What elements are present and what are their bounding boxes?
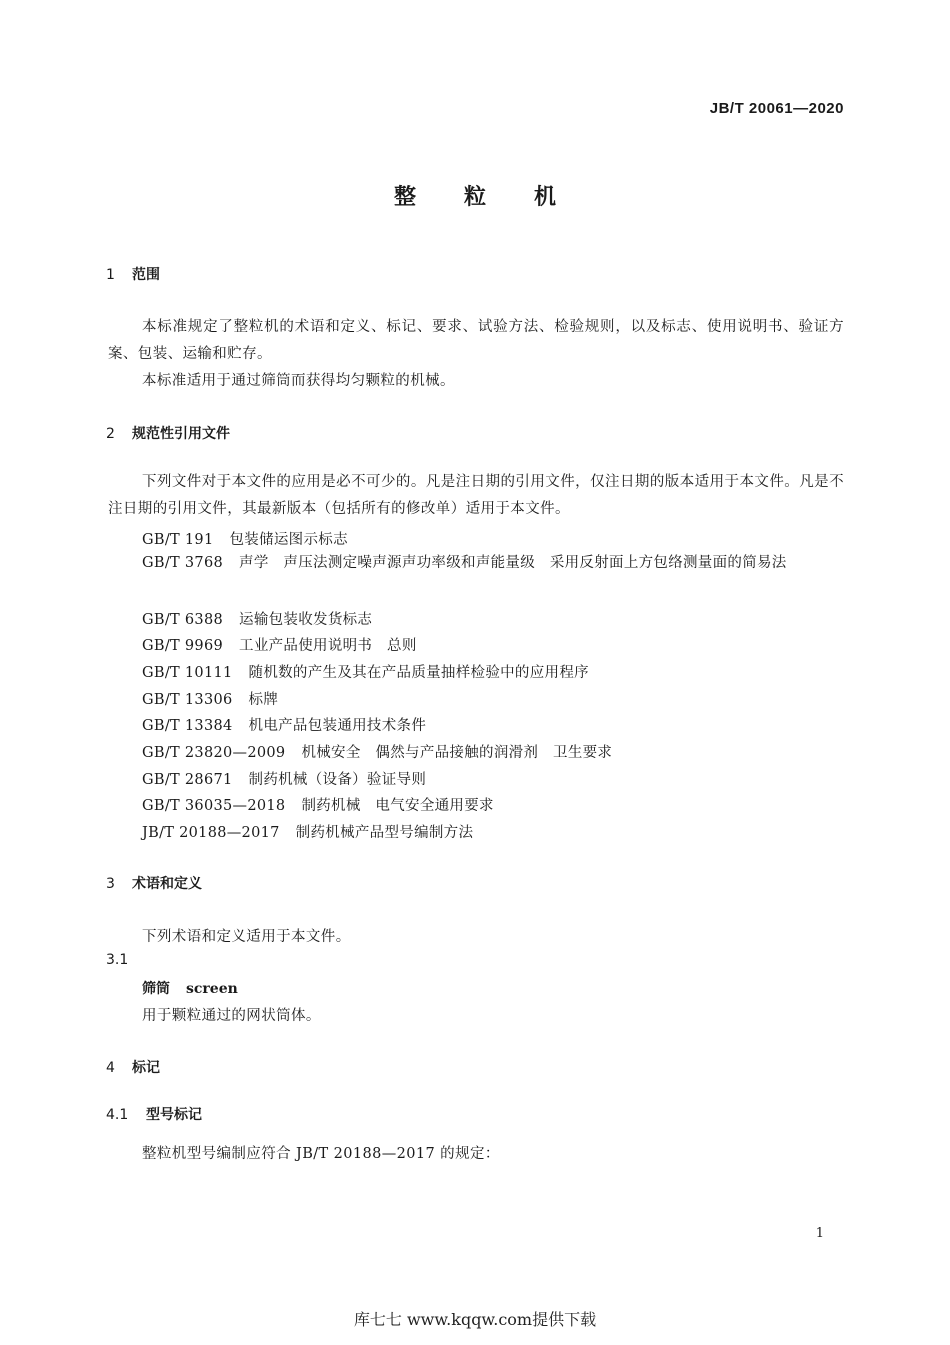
- footer-source: 库七七 www.kqqw.com提供下载: [353, 1310, 597, 1329]
- reference-item: [142, 661, 589, 682]
- reference-title: 工业产品使用说明书 总则: [239, 638, 417, 654]
- model-marking-text: 整粒机型号编制应符合 JB/T 20188—2017 的规定：: [142, 1146, 500, 1162]
- section-1-heading: [106, 264, 160, 284]
- reference-item: [142, 794, 494, 815]
- term-number: 3.1: [106, 952, 129, 968]
- reference-item: [142, 741, 612, 762]
- reference-code: GB/T 13384: [142, 718, 233, 734]
- reference-code: GB/T 13306: [142, 692, 233, 708]
- reference-title: 机电产品包装通用技术条件: [248, 718, 427, 734]
- reference-item: [142, 608, 372, 629]
- reference-item: [142, 634, 417, 655]
- reference-title: 机械安全 偶然与产品接触的润滑剂 卫生要求: [301, 745, 613, 761]
- reference-code: GB/T 191: [142, 532, 214, 548]
- reference-title: 制药机械（设备）验证导则: [248, 772, 427, 788]
- reference-title: 运输包装收发货标志: [239, 612, 373, 628]
- term-chinese: 筛筒: [142, 981, 170, 997]
- references-intro: 下列文件对于本文件的应用是必不可少的。凡是注日期的引用文件，仅注日期的版本适用于本文件。凡是不注日期的引用文件，其最新版本（包括所有的修改单）适用于本文件。: [108, 474, 844, 517]
- section-title: 标记: [132, 1060, 160, 1076]
- reference-code: GB/T 9969: [142, 638, 224, 654]
- reference-code: JB/T 20188—2017: [142, 825, 280, 841]
- section-number: 2: [106, 426, 115, 442]
- section-title: 范围: [132, 267, 160, 283]
- reference-item: [142, 528, 348, 549]
- section-title: 规范性引用文件: [132, 426, 230, 442]
- reference-code: GB/T 28671: [142, 772, 233, 788]
- subsection-title: 型号标记: [146, 1107, 202, 1123]
- reference-item: [142, 688, 278, 709]
- reference-item: [142, 821, 473, 842]
- reference-title: 包装储运图示标志: [229, 532, 348, 548]
- reference-code: GB/T 3768: [142, 555, 224, 571]
- scope-paragraph-2: 本标准适用于通过筛筒而获得均匀颗粒的机械。: [142, 373, 455, 389]
- reference-code: GB/T 10111: [142, 665, 233, 681]
- reference-item: [142, 714, 426, 735]
- reference-title: 标牌: [248, 692, 279, 708]
- page-title: 整粒机: [393, 185, 604, 210]
- reference-item: [108, 550, 844, 577]
- reference-code: GB/T 23820—2009: [142, 745, 286, 761]
- subsection-number: 4.1: [106, 1107, 129, 1123]
- reference-title: 声学 声压法测定噪声源声功率级和声能量级 采用反射面上方包络测量面的简易法: [239, 555, 787, 571]
- section-3-heading: [106, 873, 202, 893]
- reference-title: 制药机械产品型号编制方法: [295, 825, 474, 841]
- scope-paragraph-1: 本标准规定了整粒机的术语和定义、标记、要求、试验方法、检验规则，以及标志、使用说明书、验证方案、包装、运输和贮存。: [108, 319, 844, 362]
- section-number: 4: [106, 1060, 115, 1076]
- term-entry: [142, 978, 238, 998]
- reference-code: GB/T 6388: [142, 612, 224, 628]
- term-definition: 用于颗粒通过的网状筒体。: [142, 1008, 321, 1024]
- reference-title: 随机数的产生及其在产品质量抽样检验中的应用程序: [248, 665, 589, 681]
- reference-item: [142, 768, 426, 789]
- page-number: 1: [815, 1226, 824, 1241]
- terms-intro: 下列术语和定义适用于本文件。: [142, 929, 351, 945]
- subsection-4-1-heading: [106, 1104, 202, 1124]
- section-4-heading: [106, 1057, 160, 1077]
- section-number: 1: [106, 267, 115, 283]
- section-title: 术语和定义: [132, 876, 202, 892]
- reference-code: GB/T 36035—2018: [142, 798, 286, 814]
- reference-title: 制药机械 电气安全通用要求: [301, 798, 494, 814]
- standard-code: JB/T 20061—2020: [709, 100, 844, 117]
- term-english: screen: [186, 981, 238, 997]
- section-number: 3: [106, 876, 115, 892]
- section-2-heading: [106, 423, 230, 443]
